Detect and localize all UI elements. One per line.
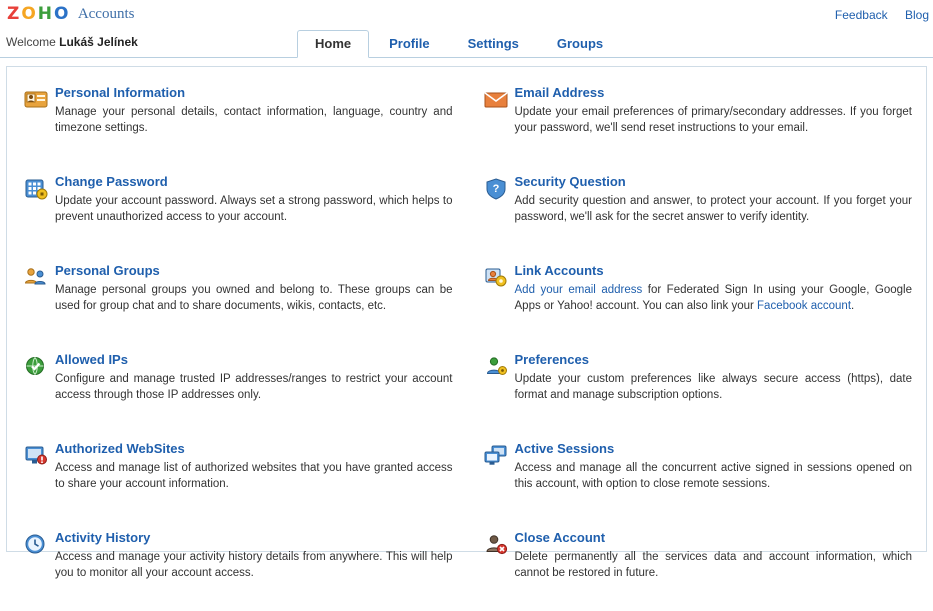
card-desc-allowed-ips: Configure and manage trusted IP addresses/ranges to restrict your account access through those IP addresses only. xyxy=(55,373,453,401)
feedback-link[interactable]: Feedback xyxy=(834,8,888,22)
link-accounts-text-2: . xyxy=(851,300,855,312)
card-desc-security-question: Add security question and answer, to protect your account. If you forget your password, we'll ask for the secret answer to verify identity. xyxy=(514,195,912,223)
card-change-password[interactable] xyxy=(7,166,467,255)
welcome-prefix: Welcome xyxy=(6,35,56,49)
id-card-icon xyxy=(23,87,51,111)
link-email-address-link[interactable]: Add your email address xyxy=(514,284,643,296)
blog-link[interactable]: Blog xyxy=(904,8,929,22)
card-title-active-sessions[interactable]: Active Sessions xyxy=(514,441,615,456)
tab-groups[interactable]: Groups xyxy=(556,36,604,51)
card-title-change-password[interactable]: Change Password xyxy=(55,174,168,189)
clock-history-icon xyxy=(23,532,51,556)
card-title-authorized-websites[interactable]: Authorized WebSites xyxy=(55,441,185,456)
user-delete-icon xyxy=(483,532,511,556)
card-body xyxy=(51,441,453,492)
card-desc-authorized-websites: Access and manage list of authorized websites that you have granted access to share your account information. xyxy=(55,462,453,490)
card-preferences[interactable] xyxy=(467,344,927,433)
card-body xyxy=(511,352,913,403)
tab-profile[interactable]: Profile xyxy=(389,36,430,51)
tab-home[interactable]: Home xyxy=(297,30,369,58)
user-name: Lukáš Jelínek xyxy=(59,35,138,49)
card-body xyxy=(51,85,453,136)
logo-letter-z: Z xyxy=(7,4,20,24)
link-accounts-icon xyxy=(483,265,511,289)
card-body xyxy=(511,174,913,225)
feature-grid xyxy=(7,77,926,611)
card-personal-information[interactable] xyxy=(7,77,467,166)
card-title-personal-information[interactable]: Personal Information xyxy=(55,85,186,100)
card-body xyxy=(51,174,453,225)
card-body xyxy=(51,352,453,403)
card-body xyxy=(511,85,913,136)
card-active-sessions[interactable] xyxy=(467,433,927,522)
link-accounts-text-1: for Federated Sign In using your Google, Google Apps or Yahoo! account. You can also link your xyxy=(514,284,912,312)
card-allowed-ips[interactable] xyxy=(7,344,467,433)
monitor-alert-icon xyxy=(23,443,51,467)
welcome-message xyxy=(6,35,138,49)
card-authorized-websites[interactable] xyxy=(7,433,467,522)
card-desc-change-password: Update your account password. Always set a strong password, which helps to prevent unauthorized access to your account. xyxy=(55,195,453,223)
group-people-icon xyxy=(23,265,51,289)
card-desc-close-account: Delete permanently all the services data and account information, which cannot be restored in future. xyxy=(514,551,912,579)
zoho-logo-mark xyxy=(6,4,69,24)
card-body xyxy=(51,263,453,314)
logo-letter-h: H xyxy=(37,4,53,24)
password-keypad-icon xyxy=(23,176,51,200)
zoho-logo[interactable] xyxy=(6,4,134,24)
card-desc-email-address: Update your email preferences of primary/secondary addresses. If you forget your password, we'll send reset instructions to your email. xyxy=(514,106,912,134)
card-title-preferences[interactable]: Preferences xyxy=(514,352,589,367)
navigation-bar xyxy=(0,30,933,58)
envelope-icon xyxy=(483,87,511,111)
card-title-email-address[interactable]: Email Address xyxy=(514,85,605,100)
accounts-home-panel xyxy=(6,66,927,579)
sessions-monitors-icon xyxy=(483,443,511,467)
card-close-account[interactable] xyxy=(467,522,927,611)
tab-settings[interactable]: Settings xyxy=(467,36,519,51)
card-personal-groups[interactable] xyxy=(7,255,467,344)
page-header xyxy=(0,0,933,30)
logo-letter-o1: O xyxy=(21,4,36,24)
logo-product-name: Accounts xyxy=(77,5,135,22)
globe-check-icon xyxy=(23,354,51,378)
card-title-link-accounts[interactable]: Link Accounts xyxy=(514,263,604,278)
shield-question-icon xyxy=(483,176,511,200)
card-body xyxy=(511,263,913,314)
card-activity-history[interactable] xyxy=(7,522,467,611)
card-body xyxy=(511,441,913,492)
card-title-allowed-ips[interactable]: Allowed IPs xyxy=(55,352,128,367)
header-links xyxy=(821,8,929,22)
card-desc-personal-information: Manage your personal details, contact information, language, country and timezone settings. xyxy=(55,106,453,134)
card-title-close-account[interactable]: Close Account xyxy=(514,530,606,545)
card-link-accounts[interactable] xyxy=(467,255,927,344)
user-preferences-icon xyxy=(483,354,511,378)
card-email-address[interactable] xyxy=(467,77,927,166)
card-security-question[interactable] xyxy=(467,166,927,255)
card-desc-active-sessions: Access and manage all the concurrent active signed in sessions opened on this account, with option to close remote sessions. xyxy=(514,462,912,490)
card-desc-activity-history: Access and manage your activity history details from anywhere. This will help you to monitor all your account access. xyxy=(55,551,453,579)
main-tabs xyxy=(297,30,623,57)
card-title-personal-groups[interactable]: Personal Groups xyxy=(55,263,160,278)
card-desc-link-accounts xyxy=(515,282,913,314)
card-desc-preferences: Update your custom preferences like always secure access (https), date format and manage subscription options. xyxy=(514,373,912,401)
logo-letter-o2: O xyxy=(54,4,69,24)
card-body xyxy=(511,530,913,581)
card-title-security-question[interactable]: Security Question xyxy=(514,174,626,189)
facebook-account-link[interactable]: Facebook account xyxy=(757,300,852,312)
card-body xyxy=(51,530,453,581)
svg-text:?: ? xyxy=(492,183,499,195)
card-title-activity-history[interactable]: Activity History xyxy=(55,530,151,545)
card-desc-personal-groups: Manage personal groups you owned and belong to. These groups can be used for group chat and to share documents, wikis, contacts, etc. xyxy=(55,284,453,312)
